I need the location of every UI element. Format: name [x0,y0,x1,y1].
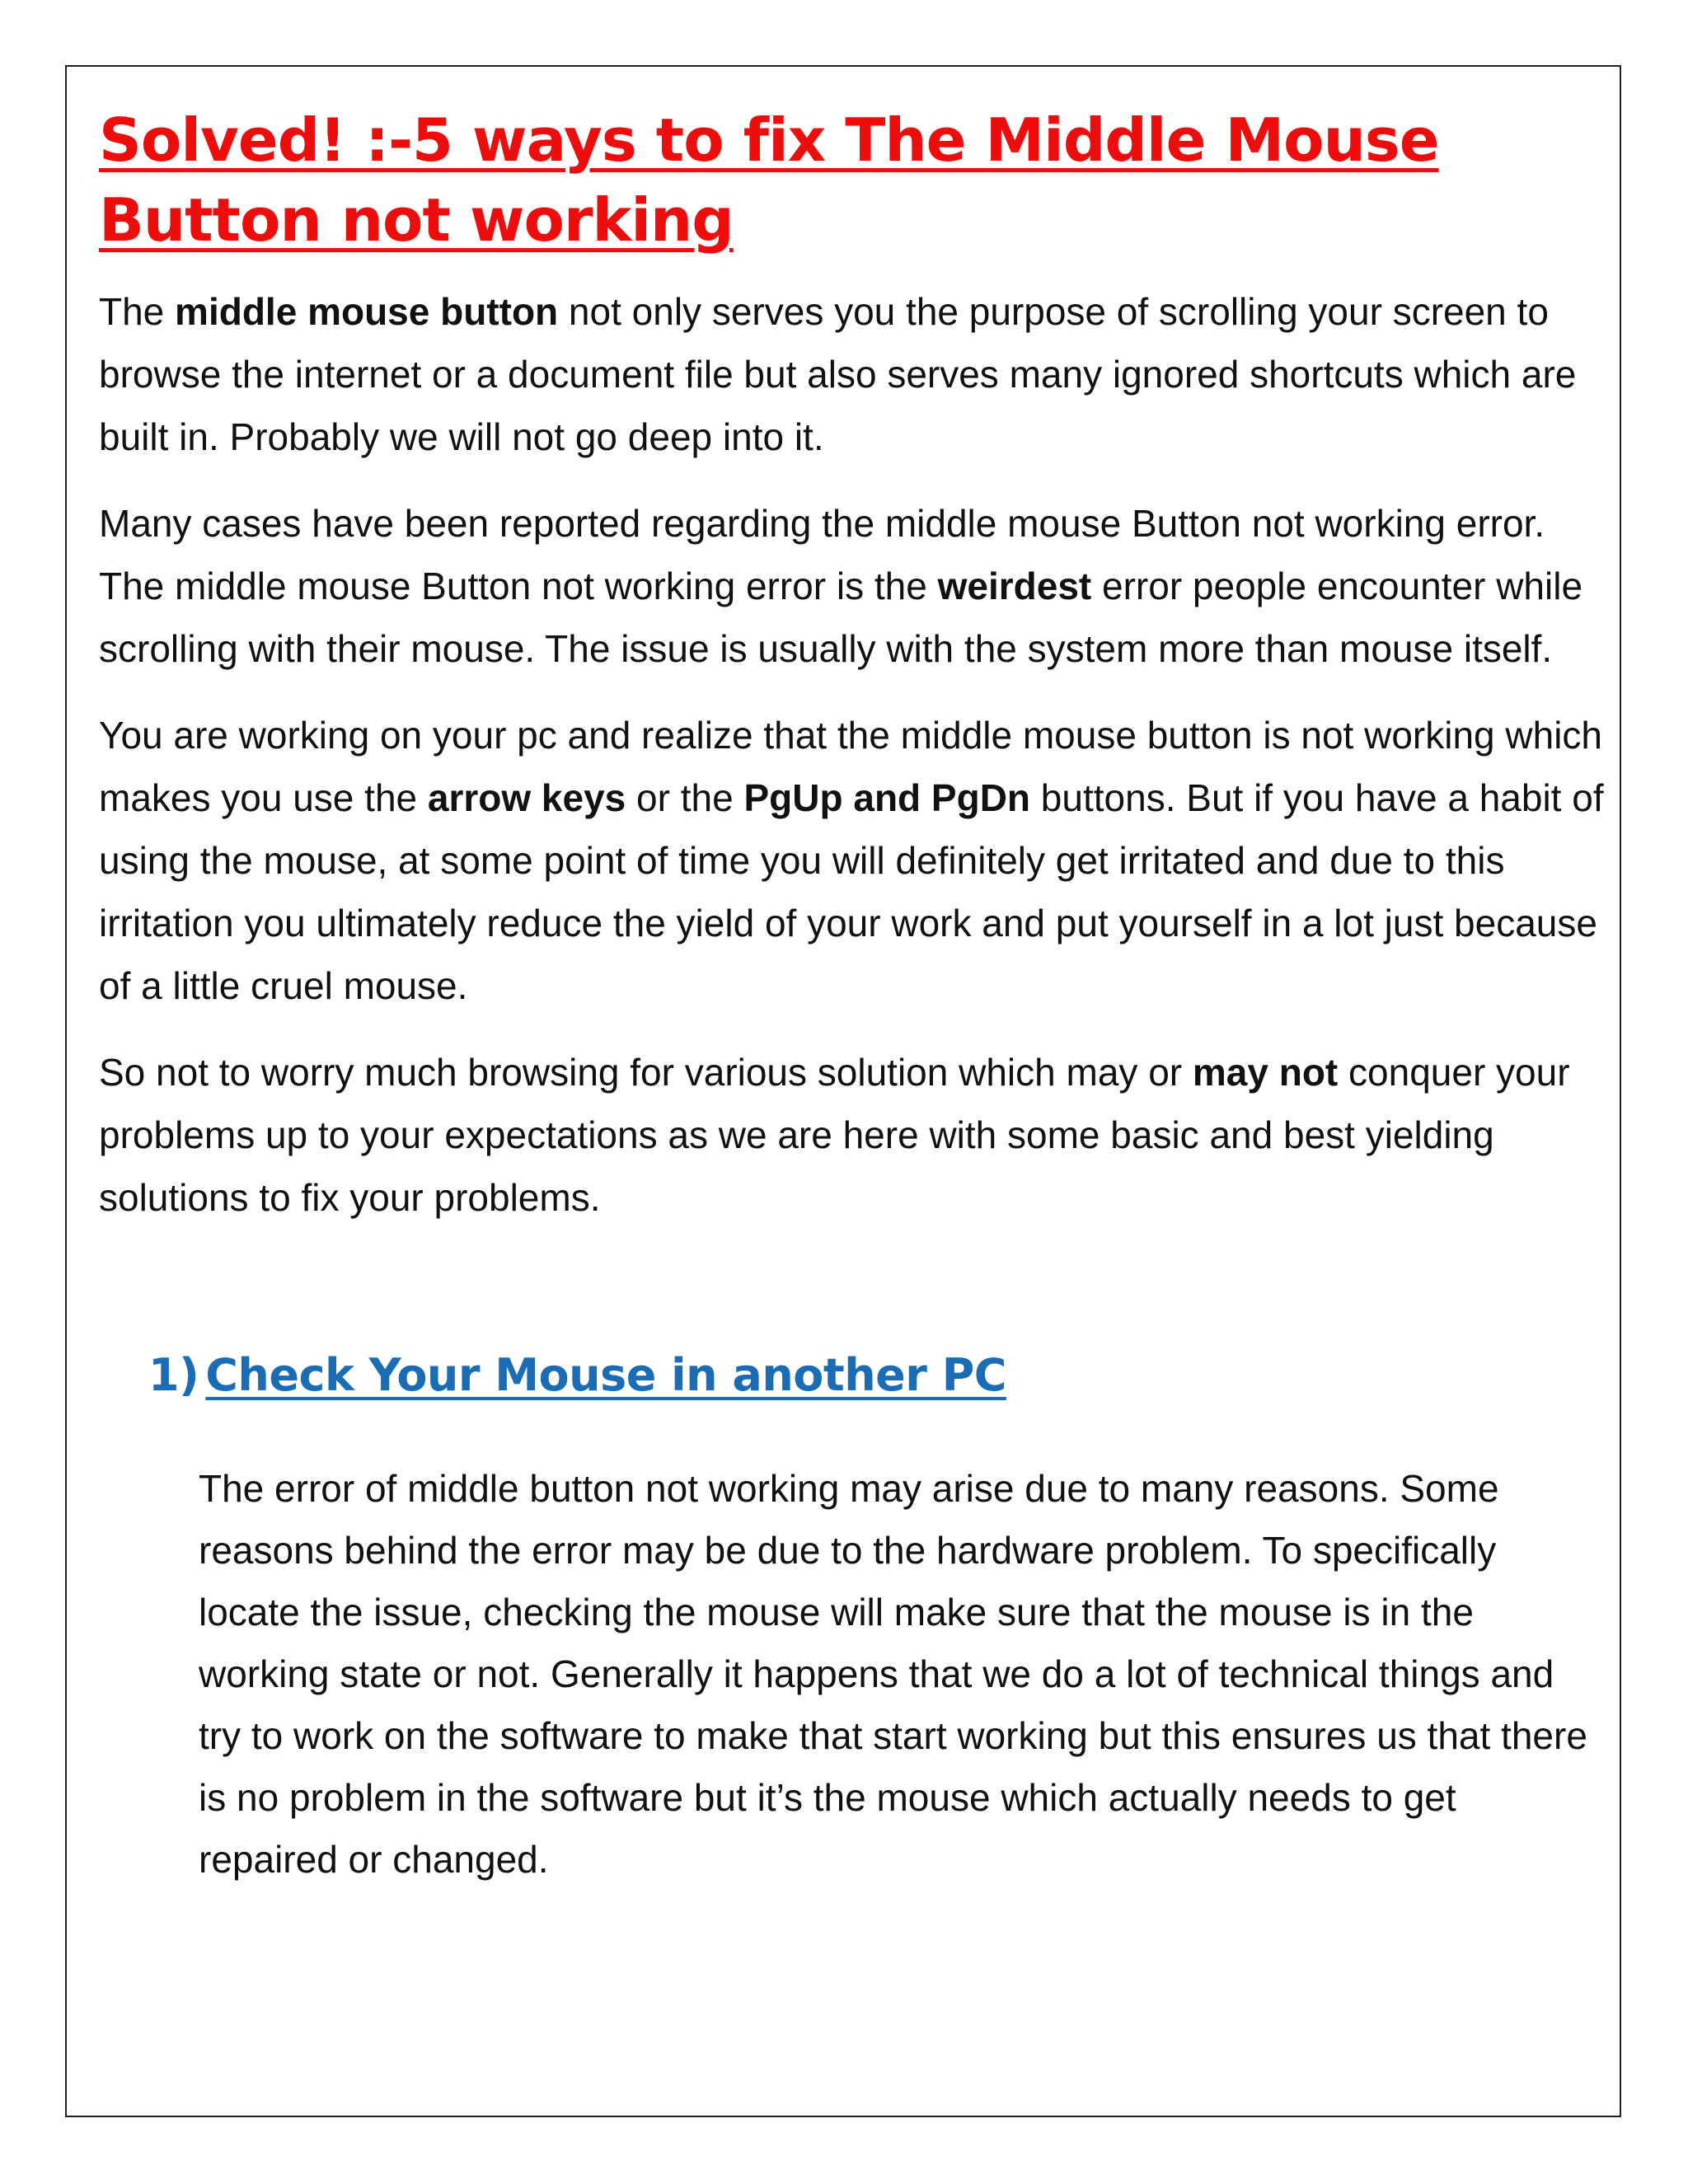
text-run: or the [626,776,744,819]
text-run: buttons. But if you have a habit of using the mouse, at some point of time you will definitely get irritated and due to this irritation you ultimately reduce the yield of your work and put yourself in a lot just because of a little cruel mouse. [99,776,1604,1007]
page-title: Solved! :-5 ways to fix The Middle Mouse Button not working [99,105,1439,255]
text-run: not only serves you the purpose of scrolling your screen to browse the internet or a document file but also serves many ignored shortcuts which are built in. Probably we will not go deep into it. [99,290,1577,458]
solutions-paragraph [99,1041,1607,1229]
section-number: 1) [148,1349,199,1401]
text-run: error people encounter while scrolling with their mouse. The issue is usually with the system more than mouse itself. [99,565,1583,670]
text-run: You are working on your pc and realize that the middle mouse button is not working which makes you use the [99,714,1603,819]
bold-run: arrow keys [427,776,626,819]
working-paragraph [99,704,1607,1017]
bold-run: weirdest [937,565,1092,607]
section-heading [148,1343,1607,1408]
bold-run: may not [1192,1051,1339,1094]
text-run: Many cases have been reported regarding the middle mouse Button not working error. The middle mouse Button not working error is the [99,502,1545,607]
intro-paragraph [99,280,1607,468]
section-body: The error of middle button not working may arise due to many reasons. Some reasons behind the error may be due to the hardware problem. To specifically locate the issue, checking the mouse will make sure that the mouse is in the working state or not. Generally it happens that we do a lot of technical things and try to work on the software to make that start working but this ensures us that there is no problem in the software but it’s the mouse which actually needs to get repaired or changed. [199,1467,1587,1881]
text-run: conquer your problems up to your expectations as we are here with some basic and best yielding solutions to fix your problems. [99,1051,1570,1219]
bold-run: middle mouse button [175,290,559,333]
document-content [99,101,1607,1891]
text-run: The [99,290,176,333]
bold-run: PgUp and PgDn [743,776,1031,819]
section-title: Check Your Mouse in another PC [205,1349,1006,1401]
cases-paragraph [99,492,1607,680]
text-run: So not to worry much browsing for various solution which may or [99,1051,1193,1094]
